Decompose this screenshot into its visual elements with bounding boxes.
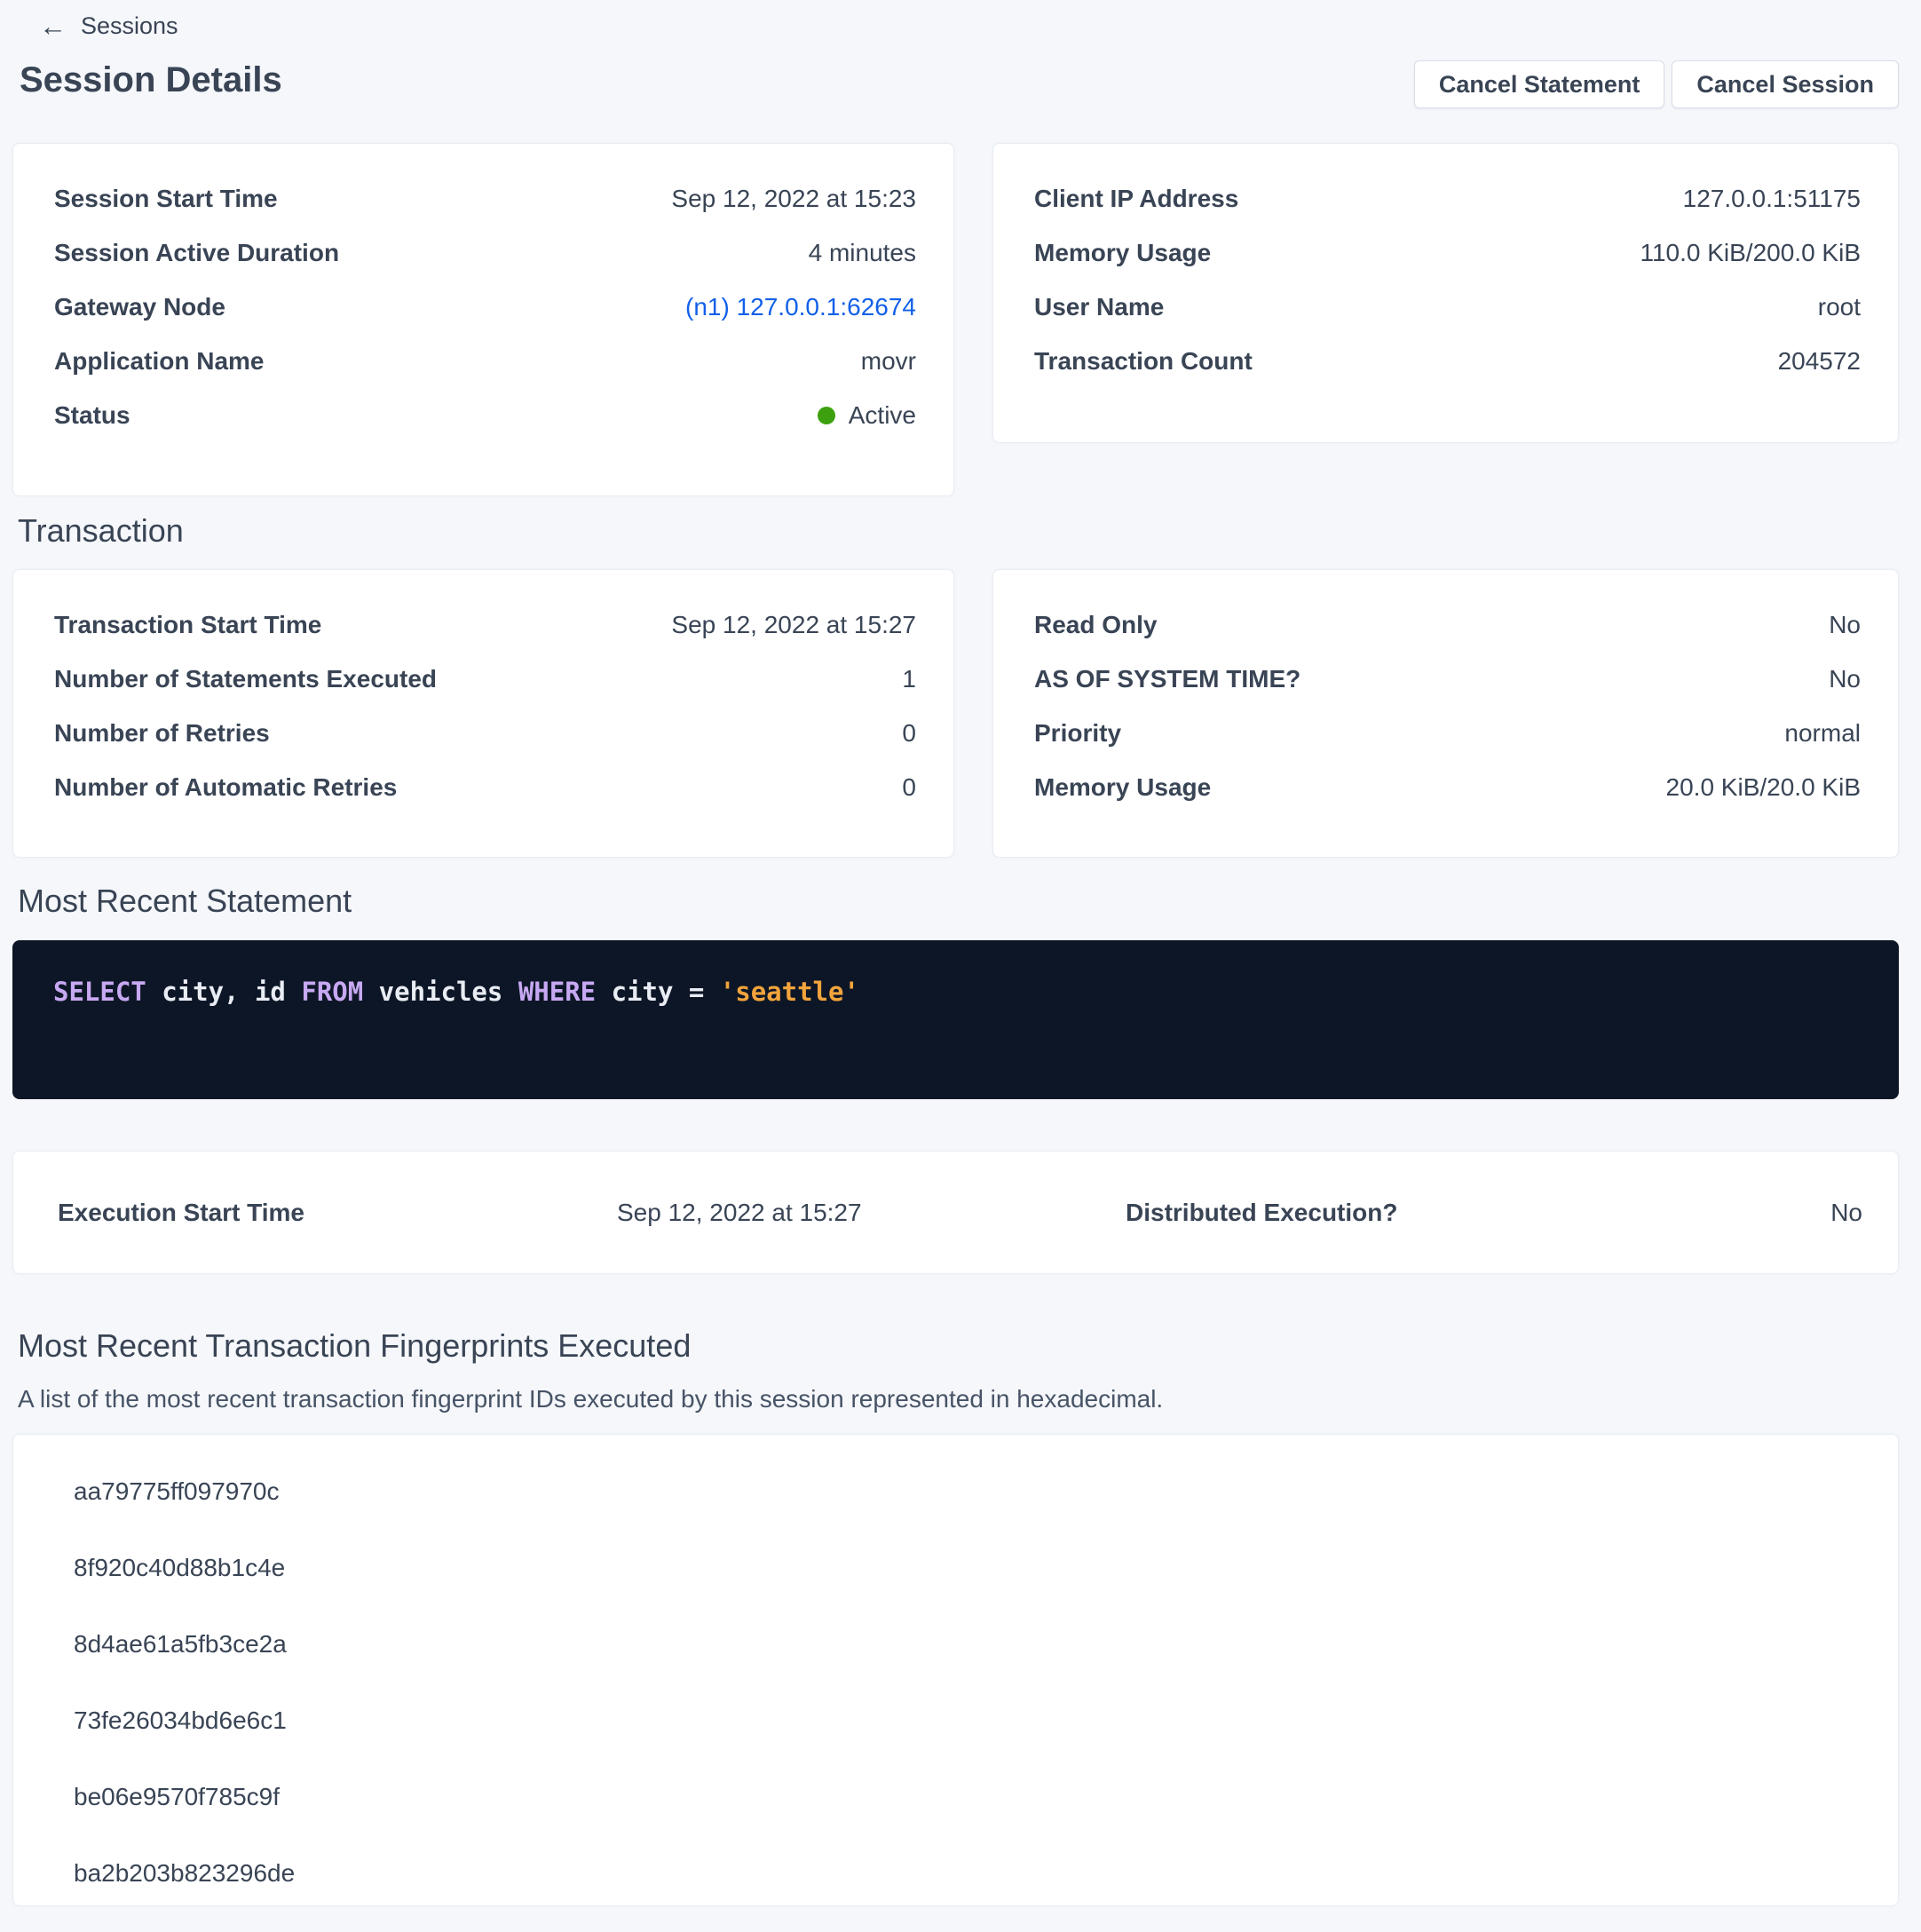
session-active-duration-value: 4 minutes [808,238,916,266]
txn-memory-usage-value: 20.0 KiB/20.0 KiB [1665,772,1861,801]
main-content [12,143,1899,1906]
status-value [818,401,916,430]
retries-label: Number of Retries [54,718,270,747]
client-ip-value: 127.0.0.1:51175 [1682,184,1861,212]
user-name-value: root [1817,292,1861,321]
memory-usage-value: 110.0 KiB/200.0 KiB [1640,238,1861,266]
transaction-count-row [1034,334,1861,388]
automatic-retries-label: Number of Automatic Retries [54,772,398,801]
header-actions [1414,60,1899,108]
transaction-start-time-label: Transaction Start Time [54,610,322,638]
priority-label: Priority [1034,718,1122,747]
user-name-label: User Name [1034,292,1165,321]
sql-statement-box [12,940,1899,1099]
breadcrumb-back-sessions[interactable] [0,0,178,39]
retries-value: 0 [902,718,916,747]
transaction-start-time-value: Sep 12, 2022 at 15:27 [671,610,916,638]
sql-keyword-select: SELECT [53,977,162,1007]
as-of-system-time-label: AS OF SYSTEM TIME? [1034,664,1301,693]
status-active-dot-icon [818,407,835,424]
as-of-system-time-row [1034,652,1861,706]
fingerprints-description: A list of the most recent transaction fingerprint IDs executed by this session represented in hexadecimal. [18,1385,1164,1413]
session-start-time-value: Sep 12, 2022 at 15:23 [671,184,916,212]
fingerprints-list-card [12,1434,1899,1906]
cancel-statement-button[interactable]: Cancel Statement [1414,60,1665,108]
memory-usage-label: Memory Usage [1034,238,1212,266]
transaction-start-time-row [54,598,916,652]
sql-statement-text [53,977,1858,1007]
automatic-retries-value: 0 [902,772,916,801]
transaction-section-heading: Transaction [18,512,184,549]
transaction-left-card [12,569,954,858]
page-header [20,55,1899,112]
gateway-node-row [54,280,916,334]
distributed-execution-value: No [1830,1198,1862,1226]
session-start-time-label: Session Start Time [54,184,278,212]
client-info-card [992,143,1899,443]
txn-memory-usage-row [1034,760,1861,814]
page-title: Session Details [20,60,282,99]
transaction-right-card [992,569,1899,858]
gateway-node-label: Gateway Node [54,292,225,321]
status-label: Status [54,400,130,429]
sql-string-literal: 'seattle' [719,977,859,1007]
application-name-value: movr [860,346,916,375]
session-active-duration-label: Session Active Duration [54,238,340,266]
session-start-time-row [54,171,916,226]
statements-executed-value: 1 [902,664,916,693]
gateway-node-link[interactable]: (n1) 127.0.0.1:62674 [685,292,916,321]
application-name-label: Application Name [54,346,265,375]
fingerprint-item: aa79775ff097970c [74,1477,280,1505]
read-only-value: No [1829,610,1861,638]
priority-row [1034,706,1861,760]
execution-info-card [12,1151,1899,1274]
fingerprints-section-heading: Most Recent Transaction Fingerprints Executed [18,1327,692,1364]
back-arrow-icon [39,12,67,40]
statements-executed-row [54,652,916,706]
fingerprint-item: 8f920c40d88b1c4e [74,1554,286,1581]
sql-condition: city = [611,977,720,1007]
read-only-row [1034,598,1861,652]
sql-keyword-from: FROM [301,977,379,1007]
session-summary-section [12,143,1899,496]
transaction-count-label: Transaction Count [1034,346,1253,375]
automatic-retries-row [54,760,916,814]
client-ip-label: Client IP Address [1034,184,1239,212]
retries-row [54,706,916,760]
session-info-card [12,143,954,496]
memory-usage-row [1034,226,1861,280]
transaction-section [12,569,1899,858]
sql-table: vehicles [378,977,518,1007]
fingerprint-item: be06e9570f785c9f [74,1783,280,1810]
statement-section-heading: Most Recent Statement [18,883,352,919]
statements-executed-label: Number of Statements Executed [54,664,437,693]
client-ip-row [1034,171,1861,226]
priority-value: normal [1784,718,1861,747]
distributed-execution-label: Distributed Execution? [1126,1198,1398,1226]
execution-start-time-value: Sep 12, 2022 at 15:27 [617,1198,862,1226]
transaction-count-value: 204572 [1777,346,1861,375]
execution-start-time-label: Execution Start Time [58,1198,305,1226]
fingerprint-item: 8d4ae61a5fb3ce2a [74,1630,287,1658]
cancel-session-button[interactable]: Cancel Session [1672,60,1899,108]
session-active-duration-row [54,226,916,280]
status-badge: Active [848,400,916,429]
as-of-system-time-value: No [1829,664,1861,693]
read-only-label: Read Only [1034,610,1158,638]
fingerprint-item: 73fe26034bd6e6c1 [74,1706,287,1734]
breadcrumb-label: Sessions [81,12,178,39]
status-row [54,388,916,442]
user-name-row [1034,280,1861,334]
txn-memory-usage-label: Memory Usage [1034,772,1212,801]
application-name-row [54,334,916,388]
sql-keyword-where: WHERE [518,977,612,1007]
fingerprint-item: ba2b203b823296de [74,1859,296,1887]
sql-columns: city, id [162,977,302,1007]
